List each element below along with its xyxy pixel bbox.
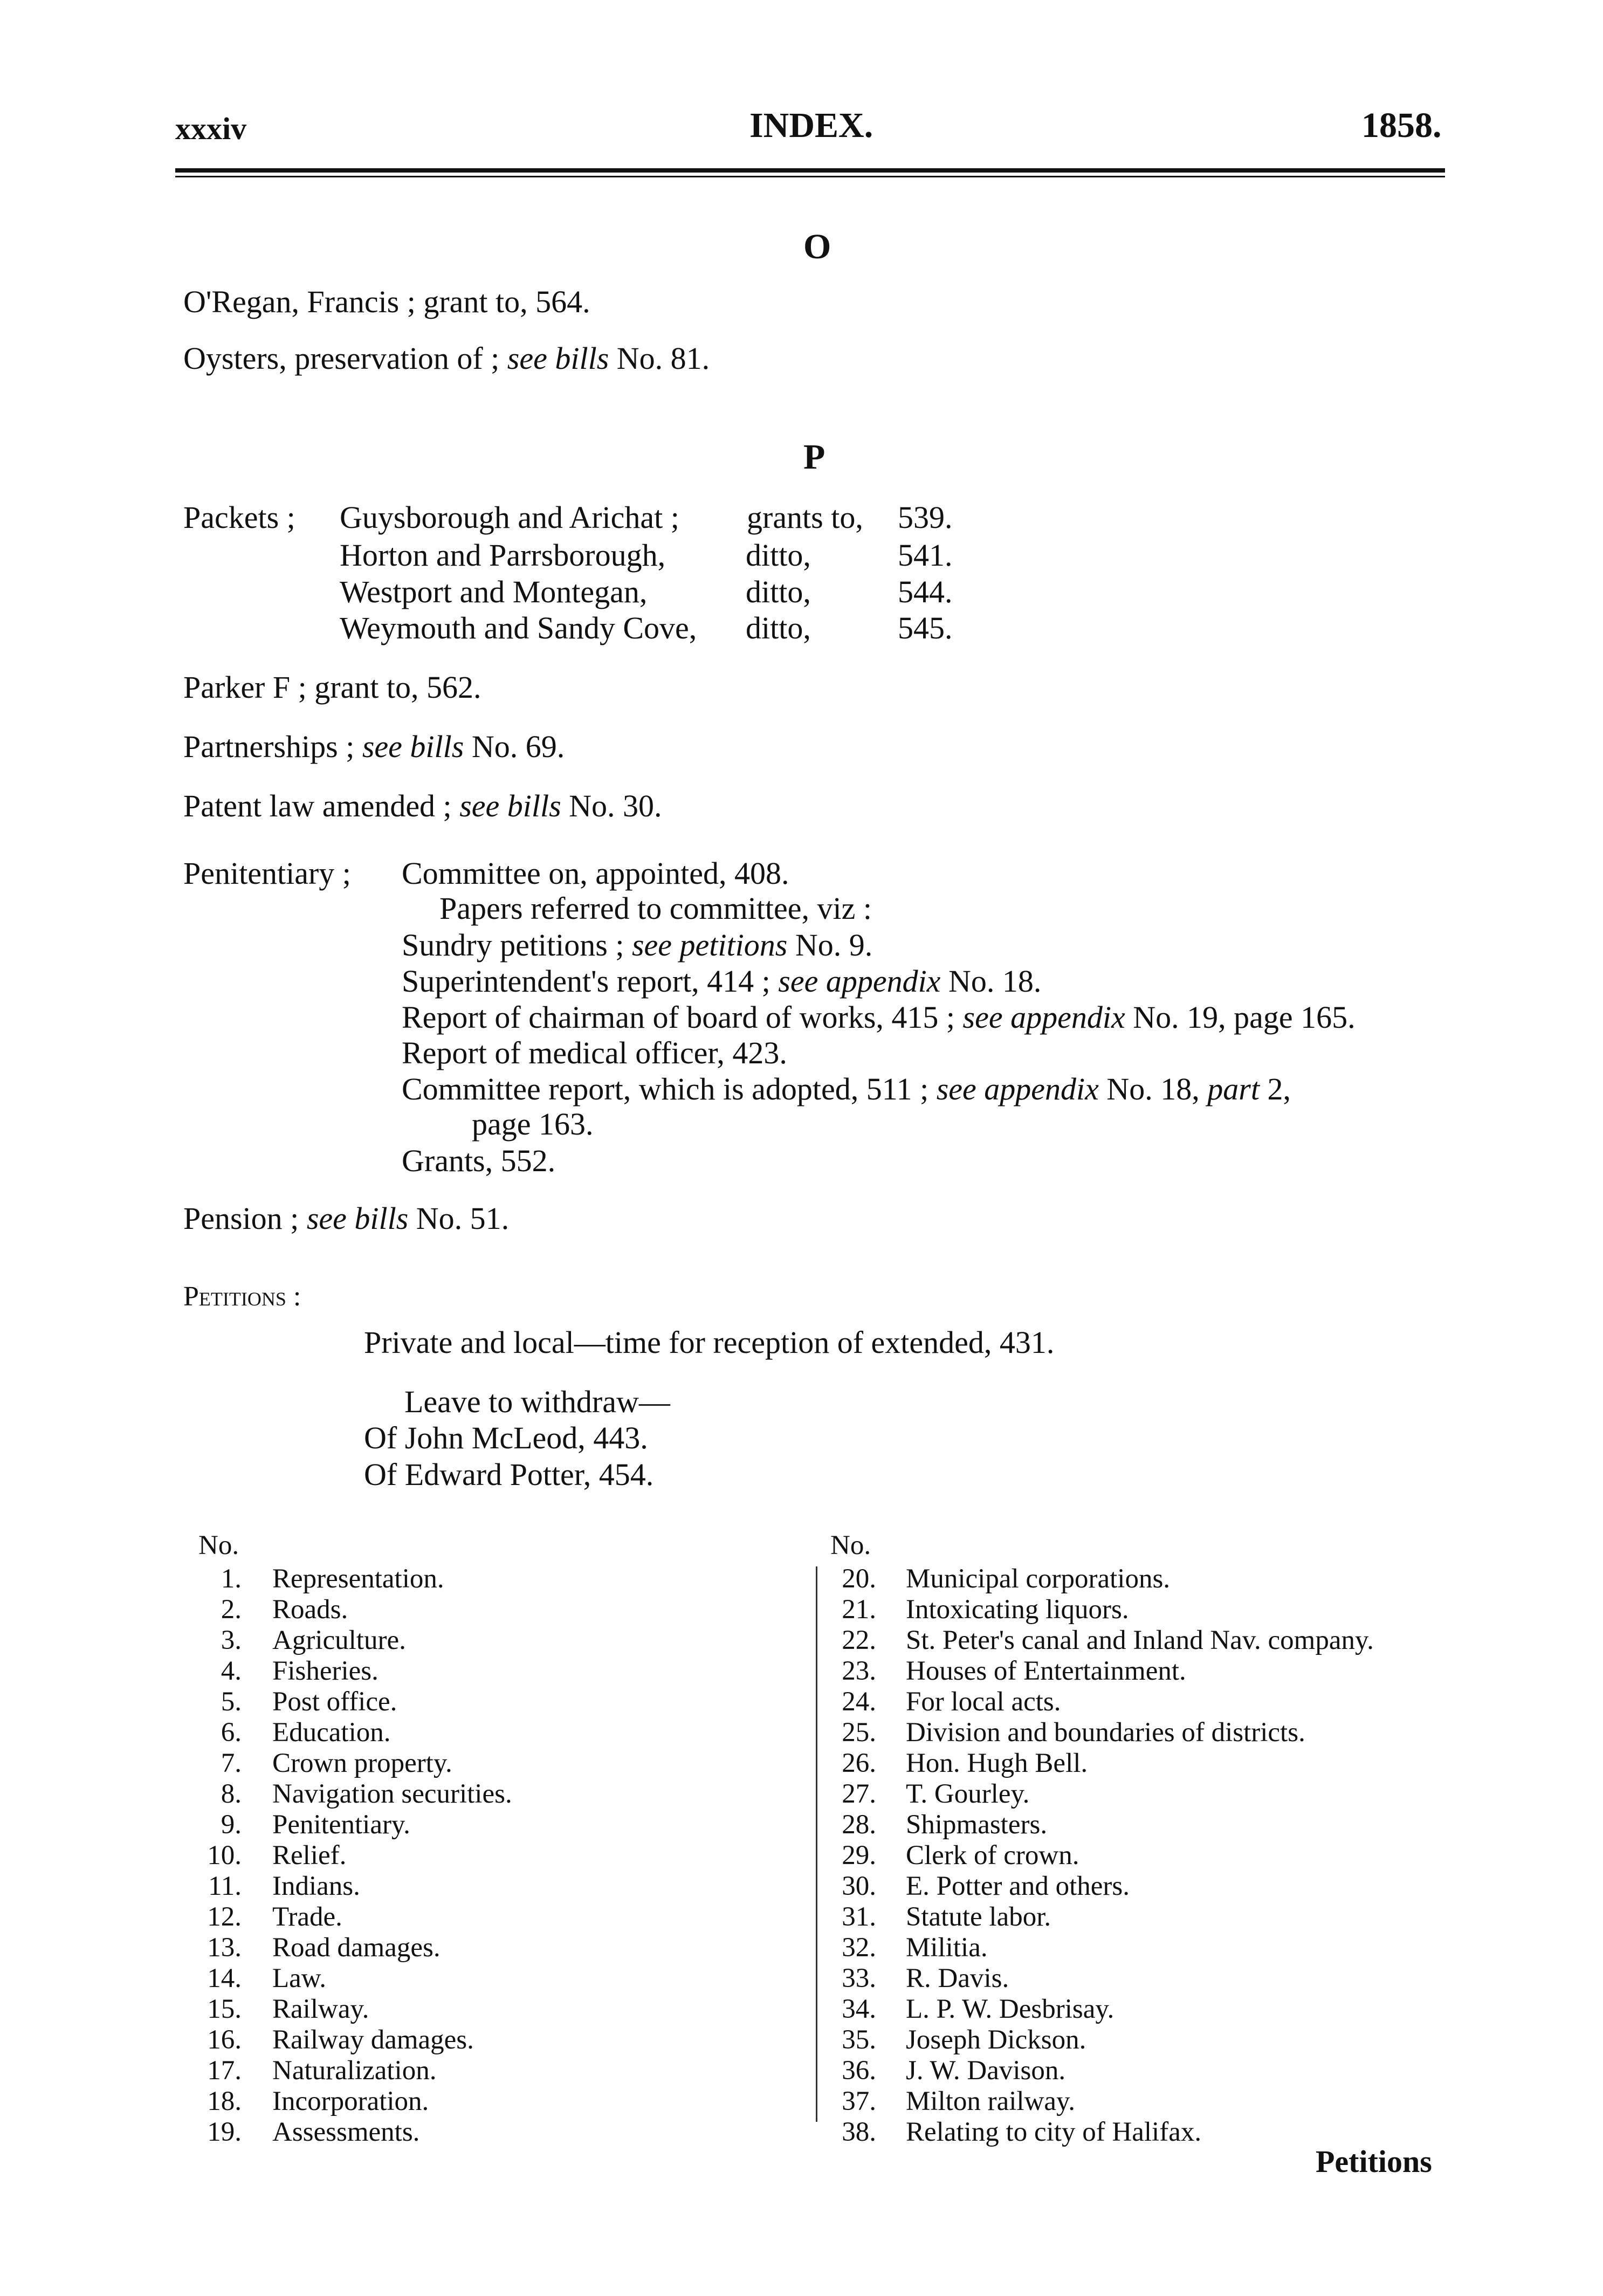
petition-number: 15.: [207, 1994, 242, 2024]
petition-subject: Representation.: [272, 1564, 444, 1594]
petition-number: 35.: [842, 2025, 876, 2055]
petition-number: 34.: [842, 1994, 876, 2024]
petition-number: 19.: [207, 2117, 242, 2147]
petition-number: 25.: [842, 1717, 876, 1748]
petition-subject: Roads.: [272, 1594, 348, 1625]
packet-word: ditto,: [746, 538, 811, 573]
petition-subject: Fisheries.: [272, 1656, 379, 1686]
petition-subject: Militia.: [906, 1933, 988, 1963]
page-number: xxxiv: [175, 111, 247, 146]
petition-subject: E. Potter and others.: [906, 1871, 1130, 1901]
petition-subject: Statute labor.: [906, 1902, 1051, 1932]
petition-number: 28.: [842, 1810, 876, 1840]
penitentiary-line: Papers referred to committee, viz :: [439, 891, 872, 926]
petition-subject: Navigation securities.: [272, 1779, 512, 1809]
petition-number: 27.: [842, 1779, 876, 1809]
petition-number: 16.: [207, 2025, 242, 2055]
petition-subject: Joseph Dickson.: [906, 2025, 1086, 2055]
penitentiary-label: Penitentiary ;: [183, 856, 351, 891]
petition-number: 17.: [207, 2056, 242, 2086]
packet-number: 544.: [898, 574, 953, 609]
petitions-mcleod: Of John McLeod, 443.: [364, 1420, 648, 1455]
petition-subject: Municipal corporations.: [906, 1564, 1171, 1594]
petition-number: 3.: [221, 1625, 242, 1655]
petition-subject: R. Davis.: [906, 1963, 1009, 1993]
entry-oysters: Oysters, preservation of ; see bills No. 81.: [183, 341, 710, 376]
petition-number: 9.: [221, 1810, 242, 1840]
packet-route: Westport and Montegan,: [340, 574, 648, 609]
penitentiary-line: page 163.: [472, 1106, 594, 1142]
petition-subject: Post office.: [272, 1687, 397, 1717]
petition-number: 2.: [221, 1594, 242, 1625]
petition-number: 14.: [207, 1963, 242, 1993]
petition-subject: Clerk of crown.: [906, 1840, 1079, 1871]
petition-subject: Houses of Entertainment.: [906, 1656, 1186, 1686]
petition-subject: Law.: [272, 1963, 327, 1993]
petition-number: 22.: [842, 1625, 876, 1655]
packet-word: grants to,: [747, 500, 863, 535]
entry-patent-law: Patent law amended ; see bills No. 30.: [183, 788, 662, 823]
packet-word: ditto,: [746, 610, 811, 645]
packets-label: Packets ;: [183, 500, 295, 535]
petition-subject: Hon. Hugh Bell.: [906, 1748, 1088, 1778]
petition-subject: Trade.: [272, 1902, 342, 1932]
entry-oregan: O'Regan, Francis ; grant to, 564.: [183, 284, 590, 319]
petition-number: 26.: [842, 1748, 876, 1778]
petition-subject: St. Peter's canal and Inland Nav. company.: [906, 1625, 1374, 1655]
petition-number: 20.: [842, 1564, 876, 1594]
petition-subject: For local acts.: [906, 1687, 1061, 1717]
petition-subject: Division and boundaries of districts.: [906, 1717, 1305, 1748]
petition-number: 11.: [208, 1871, 242, 1901]
penitentiary-line: Committee report, which is adopted, 511 ; see appendix No. 18, part 2,: [402, 1071, 1291, 1106]
petition-number: 18.: [207, 2086, 242, 2116]
petition-number: 8.: [221, 1779, 242, 1809]
petition-number: 21.: [842, 1594, 876, 1625]
packet-number: 539.: [898, 500, 953, 535]
petition-number: 7.: [221, 1748, 242, 1778]
petition-number: 36.: [842, 2056, 876, 2086]
petition-number: 4.: [221, 1656, 242, 1686]
petition-subject: Railway damages.: [272, 2025, 474, 2055]
petition-number: 5.: [221, 1687, 242, 1717]
petition-subject: Shipmasters.: [906, 1810, 1048, 1840]
petition-subject: Road damages.: [272, 1933, 441, 1963]
petition-subject: Relief.: [272, 1840, 347, 1871]
petition-subject: J. W. Davison.: [906, 2056, 1066, 2086]
penitentiary-line: Sundry petitions ; see petitions No. 9.: [402, 927, 873, 963]
penitentiary-line: Report of medical officer, 423.: [402, 1035, 787, 1070]
petitions-heading: Petitions :: [183, 1281, 301, 1312]
petition-number: 1.: [221, 1564, 242, 1594]
petition-number: 32.: [842, 1933, 876, 1963]
packet-word: ditto,: [746, 574, 811, 609]
left-no-label: No.: [198, 1530, 239, 1561]
petition-number: 37.: [842, 2086, 876, 2116]
petition-subject: Assessments.: [272, 2117, 420, 2147]
petition-number: 38.: [842, 2117, 876, 2147]
packet-route: Weymouth and Sandy Cove,: [340, 610, 697, 645]
petition-subject: Education.: [272, 1717, 391, 1748]
petition-subject: Naturalization.: [272, 2056, 437, 2086]
petitions-private: Private and local—time for reception of extended, 431.: [364, 1325, 1055, 1360]
petition-number: 24.: [842, 1687, 876, 1717]
petition-subject: Intoxicating liquors.: [906, 1594, 1129, 1625]
petition-subject: Agriculture.: [272, 1625, 406, 1655]
petition-number: 23.: [842, 1656, 876, 1686]
petitions-potter: Of Edward Potter, 454.: [364, 1457, 654, 1492]
page-year: 1858.: [1361, 106, 1442, 145]
petition-subject: T. Gourley.: [906, 1779, 1030, 1809]
petitions-leave: Leave to withdraw—: [404, 1384, 670, 1419]
penitentiary-line: Committee on, appointed, 408.: [402, 856, 789, 891]
petition-subject: Milton railway.: [906, 2086, 1075, 2116]
entry-partnerships: Partnerships ; see bills No. 69.: [183, 729, 565, 764]
petition-subject: Crown property.: [272, 1748, 452, 1778]
packet-route: Guysborough and Arichat ;: [340, 500, 679, 535]
petition-subject: Relating to city of Halifax.: [906, 2117, 1202, 2147]
petition-subject: L. P. W. Desbrisay.: [906, 1994, 1114, 2024]
packet-number: 541.: [898, 538, 953, 573]
petition-number: 31.: [842, 1902, 876, 1932]
petition-subject: Penitentiary.: [272, 1810, 410, 1840]
penitentiary-line: Superintendent's report, 414 ; see appendix No. 18.: [402, 964, 1042, 999]
petition-subject: Incorporation.: [272, 2086, 429, 2116]
petition-subject: Indians.: [272, 1871, 360, 1901]
packet-route: Horton and Parrsborough,: [340, 538, 666, 573]
petition-subject: Railway.: [272, 1994, 369, 2024]
petition-number: 13.: [207, 1933, 242, 1963]
penitentiary-line: Grants, 552.: [402, 1143, 556, 1178]
section-letter-p: P: [803, 437, 825, 477]
petition-number: 30.: [842, 1871, 876, 1901]
petition-number: 6.: [221, 1717, 242, 1748]
petition-number: 29.: [842, 1840, 876, 1871]
header-rule-thick: [175, 168, 1445, 173]
penitentiary-line: Report of chairman of board of works, 415 ; see appendix No. 19, page 165.: [402, 1000, 1356, 1035]
entry-parker: Parker F ; grant to, 562.: [183, 670, 481, 705]
petition-number: 10.: [207, 1840, 242, 1871]
petition-number: 12.: [207, 1902, 242, 1932]
section-letter-o: O: [803, 227, 831, 266]
catchword: Petitions: [1316, 2144, 1432, 2179]
header-rule-thin: [175, 176, 1445, 177]
petition-number: 33.: [842, 1963, 876, 1993]
right-no-label: No.: [830, 1530, 871, 1561]
packet-number: 545.: [898, 610, 953, 645]
page-title: INDEX.: [749, 106, 873, 145]
entry-pension: Pension ; see bills No. 51.: [183, 1201, 510, 1236]
